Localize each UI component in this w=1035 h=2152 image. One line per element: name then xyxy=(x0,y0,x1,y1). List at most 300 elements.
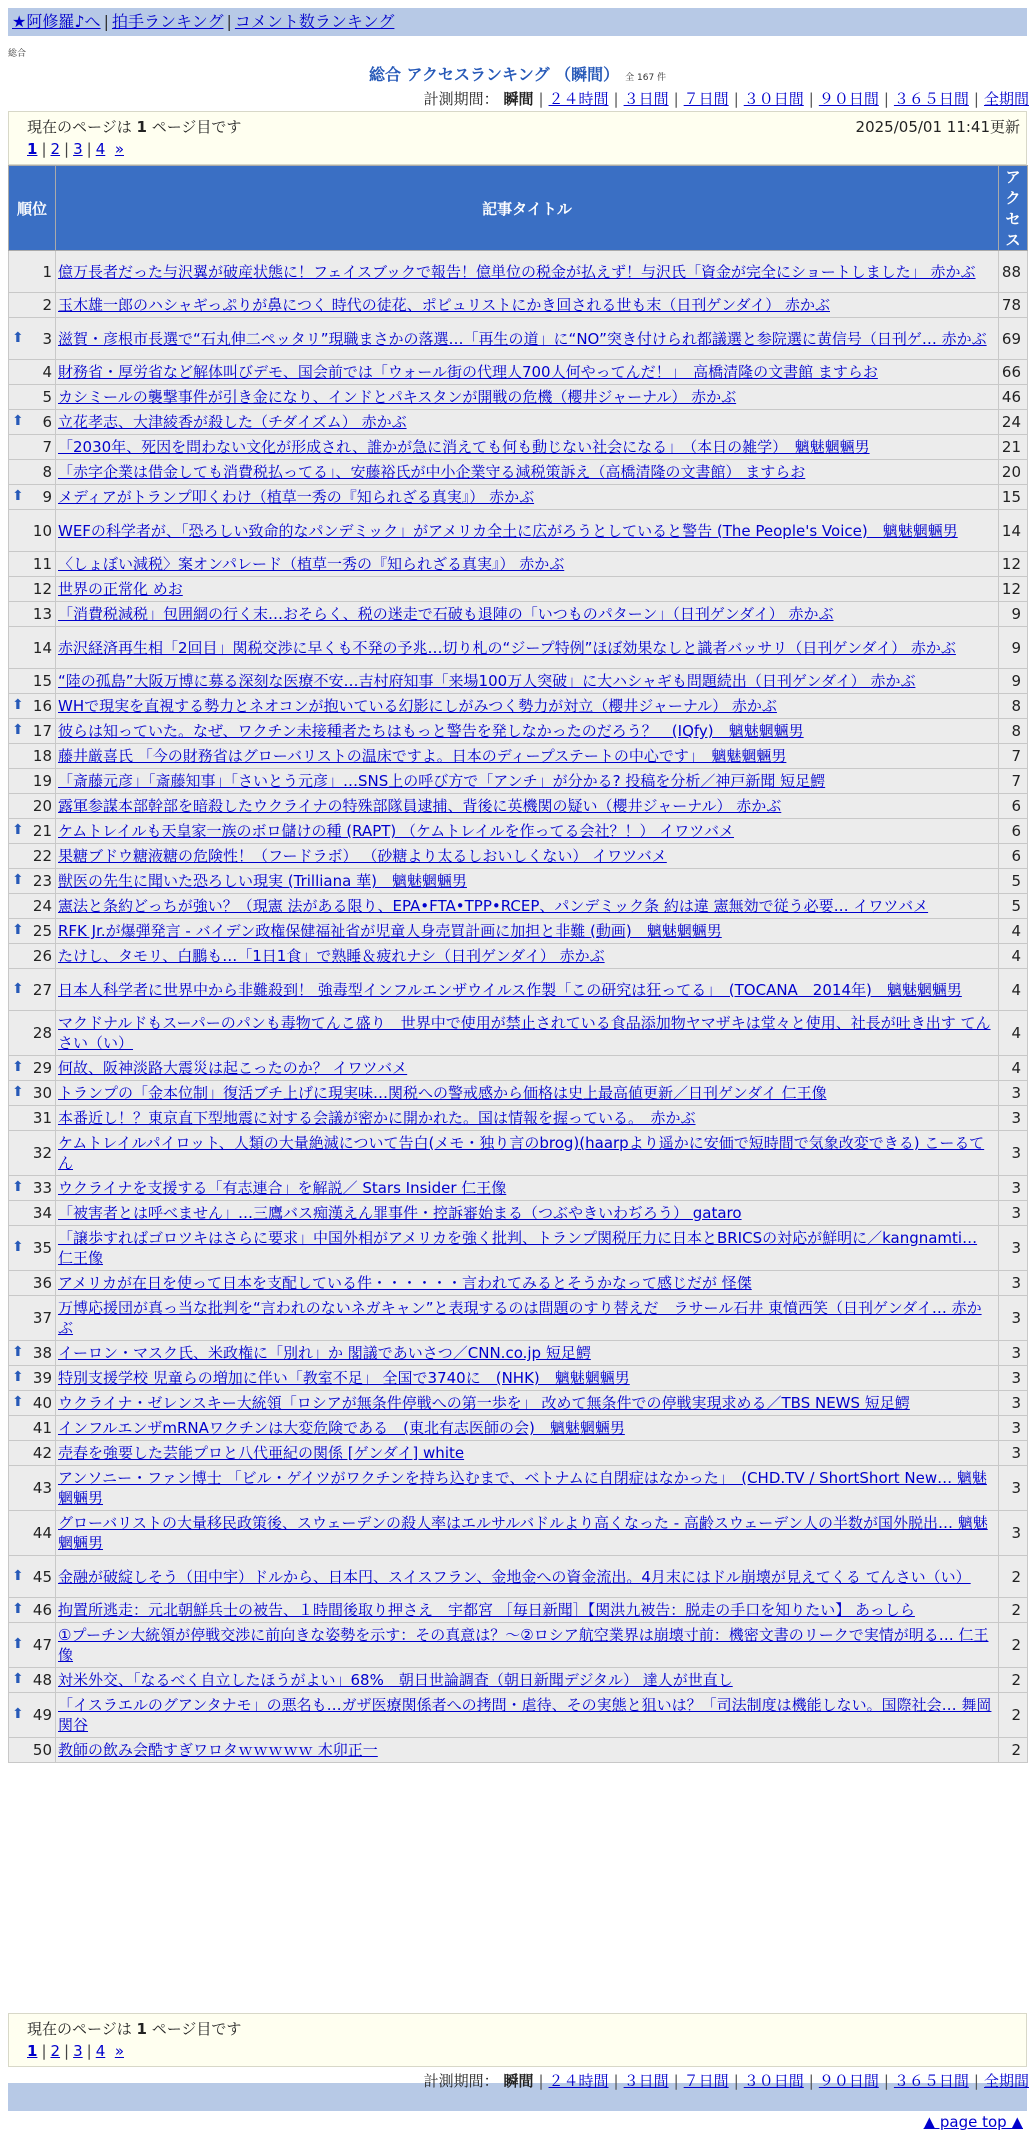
rank-number: 27 xyxy=(32,980,52,999)
rank-number: 31 xyxy=(32,1109,52,1127)
access-count: 9 xyxy=(999,602,1028,627)
access-count: 3 xyxy=(999,1081,1028,1106)
rank-up-arrow-icon: ⬆ xyxy=(12,697,24,713)
rank-cell xyxy=(9,1511,56,1556)
title-cell xyxy=(56,669,999,694)
rank-cell xyxy=(9,1296,56,1341)
table-row xyxy=(9,1271,1028,1296)
access-count: 69 xyxy=(999,318,1028,360)
title-cell xyxy=(56,769,999,794)
rank-cell xyxy=(9,251,56,293)
access-count: 6 xyxy=(999,819,1028,844)
top-nav-bar xyxy=(8,8,1027,36)
period-all-link[interactable]: 全期間 xyxy=(983,2072,1029,2090)
rank-number: 44 xyxy=(32,1524,52,1542)
article-title-link[interactable]: 立花孝志、大津綾香が殺した（チダイズム） 赤かぶ xyxy=(58,413,407,431)
pagination-top: 1 | 2 | 3 | 4 » xyxy=(27,140,124,158)
table-row xyxy=(9,1081,1028,1106)
article-title-link[interactable]: 金融が破綻しそう（田中宇）ドルから、日本円、スイスフラン、金地金への資金流出。4月末にはドル崩壊が見えてくる てんさい（い） xyxy=(58,1567,971,1586)
article-title-link[interactable]: カシミールの襲撃事件が引き金になり、インドとパキスタンが開戦の危機（櫻井ジャーナル） 赤かぶ xyxy=(58,388,737,406)
table-row xyxy=(9,669,1028,694)
table-row xyxy=(9,1366,1028,1391)
rank-up-arrow-icon: ⬆ xyxy=(12,922,24,938)
table-row xyxy=(9,844,1028,869)
table-row xyxy=(9,1056,1028,1081)
title-cell xyxy=(56,844,999,869)
title-cell xyxy=(56,1668,999,1693)
rank-number: 43 xyxy=(32,1479,52,1497)
period-7d-link[interactable]: ７日間 xyxy=(683,2072,729,2090)
period-label: 計測期間： xyxy=(423,2072,499,2090)
access-count: 2 xyxy=(999,1598,1028,1623)
article-title-link[interactable]: 「消費税減税」包囲網の行く末…おそらく、税の迷走で石破も退陣の「いつものパターン」（日刊ゲンダイ） 赤かぶ xyxy=(58,605,834,623)
title-cell xyxy=(56,1341,999,1366)
title-cell xyxy=(56,1466,999,1511)
table-row xyxy=(9,744,1028,769)
rank-cell xyxy=(9,1391,56,1416)
article-title-link[interactable]: 藤井厳喜氏 「今の財務省はグローバリストの温床ですよ。日本のディープステートの中心です」 魑魅魍魎男 xyxy=(58,747,787,765)
article-title-link[interactable]: 玉木雄一郎のハシャギっぷりが鼻につく 時代の徒花、ポピュリストにかき回される世も末（日刊ゲンダイ） 赤かぶ xyxy=(58,296,830,314)
rank-cell xyxy=(9,744,56,769)
updated-timestamp: 2025/05/01 11:41更新 xyxy=(855,118,1020,136)
rank-cell xyxy=(9,485,56,510)
table-row xyxy=(9,819,1028,844)
table-row xyxy=(9,577,1028,602)
title-cell xyxy=(56,1271,999,1296)
rank-cell xyxy=(9,1056,56,1081)
article-title-link[interactable]: 万博応援団が真っ当な批判を“言われのないネガキャン”と表現するのは問題のすり替えだ ラサール石井 東憤西笑（日刊ゲンダイ… 赤かぶ xyxy=(58,1299,982,1337)
access-count: 3 xyxy=(999,1366,1028,1391)
rank-cell xyxy=(9,769,56,794)
rank-cell xyxy=(9,1441,56,1466)
page-link-4[interactable]: 4 xyxy=(95,2042,106,2060)
rank-cell xyxy=(9,510,56,552)
ranking-table-body xyxy=(9,251,1028,1763)
period-selector-top: 計測期間： 瞬間 | ２４時間 | ３日間 | ７日間 | ３０日間 | ９０日間 | ３６５日間 | 全期間 xyxy=(423,90,1029,108)
table-row xyxy=(9,1201,1028,1226)
access-count: 2 xyxy=(999,1556,1028,1598)
article-title-link[interactable]: 〈しょぼい減税〉案オンパレード（植草一秀の『知られざる真実』） 赤かぶ xyxy=(58,555,565,573)
article-title-link[interactable]: 憲法と条約どっちが強い？（現憲 法がある限り、EPA•FTA•TPP•RCEP、パンデミック条 約は違 憲無効で従う必要… イワツバメ xyxy=(58,897,929,915)
table-row xyxy=(9,293,1028,318)
period-all-link[interactable]: 全期間 xyxy=(983,90,1029,108)
article-title-link[interactable]: イーロン・マスク氏、米政権に「別れ」か 閣議であいさつ／CNN.co.jp 短足鰐 xyxy=(58,1344,591,1362)
rank-up-arrow-icon: ⬆ xyxy=(12,1344,24,1360)
table-row xyxy=(9,1598,1028,1623)
access-count: 20 xyxy=(999,460,1028,485)
article-title-link[interactable]: アメリカが在日を使って日本を支配している件・・・・・・言われてみるとそうかなって感じだが 怪傑 xyxy=(58,1274,752,1292)
rank-cell xyxy=(9,1668,56,1693)
period-365d-link[interactable]: ３６５日間 xyxy=(893,90,969,108)
rank-cell xyxy=(9,552,56,577)
article-title-link[interactable]: ケムトレイルパイロット、人類の大量絶滅について告白(メモ・独り言のbrog)(haarpより遥かに安価で短時間で気象改変できる) こーるてん xyxy=(58,1134,985,1172)
table-row xyxy=(9,1106,1028,1131)
article-title-link[interactable]: 「2030年、死因を問わない文化が形成され、誰かが急に消えても何も動じない社会になる」 （本日の雑学） 魑魅魍魎男 xyxy=(58,438,870,456)
title-cell xyxy=(56,602,999,627)
article-title-link[interactable]: 売春を強要した芸能プロと八代亜紀の関係 [ゲンダイ] white xyxy=(58,1444,465,1462)
access-count: 4 xyxy=(999,944,1028,969)
article-title-link[interactable]: トランプの「金本位制」復活ブチ上げに現実味…関税への警戒感から価格は史上最高値更新／日刊ゲンダイ 仁王像 xyxy=(58,1084,827,1102)
rank-number: 41 xyxy=(32,1419,52,1437)
access-count: 5 xyxy=(999,894,1028,919)
rank-number: 48 xyxy=(32,1671,52,1689)
rank-cell xyxy=(9,360,56,385)
article-title-link[interactable]: 特別支援学校 児童らの増加に伴い「教室不足」 全国で3740に (NHK) 魑魅魍魎男 xyxy=(58,1369,630,1387)
rank-cell xyxy=(9,410,56,435)
table-row xyxy=(9,1176,1028,1201)
article-title-link[interactable]: ウクライナを支援する「有志連合」を解説／ Stars Insider 仁王像 xyxy=(58,1179,507,1197)
table-row xyxy=(9,627,1028,669)
page-top-link[interactable]: ▲ page top ▲ xyxy=(923,2113,1023,2131)
period-90d-link[interactable]: ９０日間 xyxy=(818,2072,879,2090)
rank-up-arrow-icon: ⬆ xyxy=(12,1179,24,1195)
article-title-link[interactable]: ①プーチン大統領が停戦交渉に前向きな姿勢を示す：その真意は？〜②ロシア航空業界は崩壊寸前：機密文書のリークで実情が明る… 仁王像 xyxy=(58,1626,989,1664)
article-title-link[interactable]: インフルエンザmRNAワクチンは大変危険である (東北有志医師の会) 魑魅魍魎男 xyxy=(58,1419,625,1437)
access-count: 8 xyxy=(999,719,1028,744)
page-link-3[interactable]: 3 xyxy=(73,140,83,158)
access-count: 8 xyxy=(999,694,1028,719)
article-title-link[interactable]: 何故、阪神淡路大震災は起こったのか？ イワツバメ xyxy=(58,1059,408,1077)
article-title-link[interactable]: 本番近し！？東京直下型地震に対する会議が密かに開かれた。国は情報を握っている。 赤かぶ xyxy=(58,1109,696,1127)
article-title-link[interactable]: ケムトレイルも天皇家一族のボロ儲けの種 (RAPT) （ケムトレイルを作ってる会社？！） イワツバメ xyxy=(58,822,734,840)
table-row xyxy=(9,1556,1028,1598)
access-count: 3 xyxy=(999,1341,1028,1366)
title-cell xyxy=(56,1011,999,1056)
title-cell xyxy=(56,719,999,744)
rank-number: 8 xyxy=(42,463,52,481)
access-count: 46 xyxy=(999,385,1028,410)
rank-cell xyxy=(9,894,56,919)
article-title-link[interactable]: メディアがトランプ叩くわけ（植草一秀の『知られざる真実』） 赤かぶ xyxy=(58,488,535,506)
table-row xyxy=(9,969,1028,1011)
rank-up-arrow-icon: ⬆ xyxy=(12,1084,24,1100)
table-row xyxy=(9,769,1028,794)
title-cell xyxy=(56,251,999,293)
nav-separator: | xyxy=(226,12,232,31)
rank-cell xyxy=(9,844,56,869)
ranking-table xyxy=(8,165,1028,1763)
title-cell xyxy=(56,360,999,385)
article-title-link[interactable]: グローバリストの大量移民政策後、スウェーデンの殺人率はエルサルバドルより高くなった - 高齢スウェーデン人の半数が国外脱出… 魑魅魍魎男 xyxy=(58,1514,988,1552)
article-title-link[interactable]: 「イスラエルのグアンタナモ」の悪名も…ガザ医療関係者への拷問・虐待、その実態と狙いは？「司法制度は機能しない。国際社会… 舞岡関谷 xyxy=(58,1696,992,1734)
rank-cell xyxy=(9,869,56,894)
access-count: 4 xyxy=(999,1011,1028,1056)
article-title-link[interactable]: 拘置所逃走：元北朝鮮兵士の被告、１時間後取り押さえ 宇都宮 ［毎日新聞］【関洪九被告：脱走の手口を知りたい】 あっしら xyxy=(58,1601,915,1619)
page-link-1[interactable]: 1 xyxy=(27,140,38,158)
access-count: 2 xyxy=(999,1623,1028,1668)
nav-separator: | xyxy=(103,12,109,31)
title-cell xyxy=(56,485,999,510)
rank-number: 47 xyxy=(32,1636,52,1654)
rank-cell xyxy=(9,1693,56,1738)
article-title-link[interactable]: マクドナルドもスーパーのパンも毒物てんこ盛り 世界中で使用が禁止されている食品添加物ヤマザキは堂々と使用、社長が吐き出す てんさい（い） xyxy=(58,1014,991,1052)
table-row xyxy=(9,460,1028,485)
title-cell xyxy=(56,435,999,460)
access-count: 5 xyxy=(999,869,1028,894)
table-row xyxy=(9,1668,1028,1693)
access-count: 24 xyxy=(999,410,1028,435)
title-cell xyxy=(56,510,999,552)
period-current: 瞬間 xyxy=(503,2072,534,2090)
rank-number: 38 xyxy=(32,1344,52,1362)
table-row xyxy=(9,1131,1028,1176)
ranking-count: 全 167 件 xyxy=(625,73,667,83)
rank-cell xyxy=(9,318,56,360)
title-cell xyxy=(56,460,999,485)
rank-number: 14 xyxy=(32,638,52,657)
current-page-text: 現在のページは 1 ページ目です xyxy=(27,118,242,136)
rank-cell xyxy=(9,1081,56,1106)
rank-number: 10 xyxy=(32,521,52,540)
rank-cell xyxy=(9,293,56,318)
rank-number: 49 xyxy=(32,1706,52,1724)
table-row xyxy=(9,869,1028,894)
article-title-link[interactable]: 獣医の先生に聞いた恐ろしい現実 (Trilliana 華) 魑魅魍魎男 xyxy=(58,872,467,890)
article-title-link[interactable]: 滋賀・彦根市長選で“石丸伸二ペッタリ”現職まさかの落選…「再生の道」に“NO”突き付けられ都議選と参院選に黄信号（日刊ゲ… 赤かぶ xyxy=(58,329,987,348)
access-count: 15 xyxy=(999,485,1028,510)
rank-number: 15 xyxy=(32,672,52,690)
table-row xyxy=(9,694,1028,719)
rank-cell xyxy=(9,919,56,944)
header-count: アクセス xyxy=(999,166,1028,251)
next-page-link[interactable]: » xyxy=(114,140,124,158)
paging-box-top xyxy=(8,111,1027,165)
article-title-link[interactable]: RFK Jr.が爆弾発言 - バイデン政権保健福祉省が児童人身売買計画に加担と非難 (動画) 魑魅魍魎男 xyxy=(58,922,722,940)
rank-number: 12 xyxy=(32,580,52,598)
current-page-text-bottom: 現在のページは 1 ページ目です xyxy=(27,2020,242,2038)
page-link-4[interactable]: 4 xyxy=(95,140,106,158)
article-title-link[interactable]: ウクライナ・ゼレンスキー大統領「ロシアが無条件停戦への第一歩を」 改めて無条件での停戦実現求める／TBS NEWS 短足鰐 xyxy=(58,1394,910,1412)
rank-number: 34 xyxy=(32,1204,52,1222)
period-3d-link[interactable]: ３日間 xyxy=(623,90,669,108)
article-title-link[interactable]: 赤沢経済再生相「2回目」関税交渉に早くも不発の予兆…切り札の“ジープ特例”ほぼ効果なしと識者バッサリ（日刊ゲンダイ） 赤かぶ xyxy=(58,638,956,657)
paging-box-bottom xyxy=(8,2013,1027,2067)
article-title-link[interactable]: 彼らは知っていた。なぜ、ワクチン未接種者たちはもっと警告を発しなかったのだろう？ (IQfy) 魑魅魍魎男 xyxy=(58,722,804,740)
article-title-link[interactable]: 日本人科学者に世界中から非難殺到！ 強毒型インフルエンザウイルス作製「この研究は狂ってる」 (TOCANA 2014年) 魑魅魍魎男 xyxy=(58,980,962,999)
ranking-title: 総合 アクセスランキング （瞬間） xyxy=(368,65,620,84)
table-row xyxy=(9,894,1028,919)
period-30d-link[interactable]: ３０日間 xyxy=(743,2072,804,2090)
rank-up-arrow-icon: ⬆ xyxy=(12,822,24,838)
table-row xyxy=(9,1693,1028,1738)
article-title-link[interactable]: 露軍参謀本部幹部を暗殺したウクライナの特殊部隊員逮捕、背後に英機関の疑い（櫻井ジャーナル） 赤かぶ xyxy=(58,797,782,815)
rank-number: 3 xyxy=(42,329,52,348)
access-count: 2 xyxy=(999,1668,1028,1693)
article-title-link[interactable]: 教師の飲み会酷すぎワロタｗｗｗｗｗ 木卯正一 xyxy=(58,1741,378,1759)
title-cell xyxy=(56,385,999,410)
period-7d-link[interactable]: ７日間 xyxy=(683,90,729,108)
title-cell xyxy=(56,1511,999,1556)
rank-cell xyxy=(9,944,56,969)
article-title-link[interactable]: アンソニー・ファン博士 「ビル・ゲイツがワクチンを持ち込むまで、ベトナムに自閉症はなかった」 (CHD.TV / ShortShort New… 魑魅魍魎男 xyxy=(58,1469,987,1507)
rank-cell xyxy=(9,969,56,1011)
rank-number: 20 xyxy=(32,797,52,815)
page-link-1[interactable]: 1 xyxy=(27,2042,38,2060)
rank-number: 42 xyxy=(32,1444,52,1462)
rank-cell xyxy=(9,1466,56,1511)
title-cell xyxy=(56,1391,999,1416)
article-title-link[interactable]: たけし、タモリ、白鵬も…「1日1食」で熟睡＆疲れナシ（日刊ゲンダイ） 赤かぶ xyxy=(58,947,605,965)
article-title-link[interactable]: 「譲歩すればゴロツキはさらに要求」中国外相がアメリカを強く批判、トランプ関税圧力に日本とBRICSの対応が鮮明に／kangnamti… 仁王像 xyxy=(58,1229,978,1267)
rank-number: 32 xyxy=(32,1144,52,1162)
title-cell xyxy=(56,1296,999,1341)
rank-cell xyxy=(9,385,56,410)
rank-number: 45 xyxy=(32,1567,52,1586)
rank-number: 36 xyxy=(32,1274,52,1292)
access-count: 2 xyxy=(999,1693,1028,1738)
access-count: 4 xyxy=(999,919,1028,944)
rank-number: 19 xyxy=(32,772,52,790)
rank-number: 11 xyxy=(32,555,52,573)
table-row xyxy=(9,1341,1028,1366)
access-count: 21 xyxy=(999,435,1028,460)
access-count: 3 xyxy=(999,1201,1028,1226)
access-count: 6 xyxy=(999,794,1028,819)
article-title-link[interactable]: WEFの科学者が、「恐ろしい致命的なパンデミック」がアメリカ全土に広がろうとしていると警告 (The People's Voice) 魑魅魍魎男 xyxy=(58,521,958,540)
title-cell xyxy=(56,1693,999,1738)
title-cell xyxy=(56,1738,999,1763)
access-count: 3 xyxy=(999,1296,1028,1341)
nav-asyura-home-link[interactable]: ★阿修羅♪へ xyxy=(12,12,101,31)
table-row xyxy=(9,385,1028,410)
rank-cell xyxy=(9,1341,56,1366)
title-cell xyxy=(56,1226,999,1271)
rank-number: 26 xyxy=(32,947,52,965)
period-30d-link[interactable]: ３０日間 xyxy=(743,90,804,108)
rank-cell xyxy=(9,1366,56,1391)
access-count: 3 xyxy=(999,1226,1028,1271)
title-cell xyxy=(56,969,999,1011)
next-page-link[interactable]: » xyxy=(114,2042,124,2060)
rank-cell xyxy=(9,1556,56,1598)
rank-up-arrow-icon: ⬆ xyxy=(12,1601,24,1617)
rank-up-arrow-icon: ⬆ xyxy=(12,1636,24,1652)
rank-number: 22 xyxy=(32,847,52,865)
article-title-link[interactable]: WHで現実を直視する勢力とネオコンが抱いている幻影にしがみつく勢力が対立（櫻井ジャーナル） 赤かぶ xyxy=(58,697,777,715)
rank-number: 6 xyxy=(42,413,52,431)
title-cell xyxy=(56,627,999,669)
rank-number: 9 xyxy=(42,488,52,506)
rank-number: 37 xyxy=(32,1309,52,1327)
article-title-link[interactable]: 「赤字企業は借金しても消費税払ってる」、安藤裕氏が中小企業守る減税策訴え（高橋清隆の文書館） ますらお xyxy=(58,463,806,481)
nav-comment-ranking-link[interactable]: コメント数ランキング xyxy=(234,12,395,31)
table-row xyxy=(9,944,1028,969)
title-cell xyxy=(56,1598,999,1623)
period-365d-link[interactable]: ３６５日間 xyxy=(893,2072,969,2090)
period-24h-link[interactable]: ２４時間 xyxy=(548,90,609,108)
pagination-bottom: 1 | 2 | 3 | 4 » xyxy=(27,2042,124,2060)
title-cell xyxy=(56,318,999,360)
title-cell xyxy=(56,1106,999,1131)
table-row xyxy=(9,1623,1028,1668)
access-count: 4 xyxy=(999,1056,1028,1081)
article-title-link[interactable]: 世界の正常化 めお xyxy=(58,580,183,598)
article-title-link[interactable]: 「被害者とは呼べません」…三鷹バス痴漢えん罪事件・控訴審始まる（つぶやきいわぢろう） gataro xyxy=(58,1204,742,1222)
article-title-link[interactable]: 財務省・厚労省など解体叫びデモ、国会前では「ウォール街の代理人700人何やってんだ！」 高橋清隆の文書館 ますらお xyxy=(58,363,878,381)
rank-up-arrow-icon: ⬆ xyxy=(12,722,24,738)
rank-cell xyxy=(9,694,56,719)
period-3d-link[interactable]: ３日間 xyxy=(623,2072,669,2090)
title-cell xyxy=(56,410,999,435)
access-count: 12 xyxy=(999,577,1028,602)
rank-number: 4 xyxy=(42,363,52,381)
title-cell xyxy=(56,1416,999,1441)
table-row xyxy=(9,719,1028,744)
rank-up-arrow-icon: ⬆ xyxy=(12,1394,24,1410)
rank-up-arrow-icon: ⬆ xyxy=(12,980,24,997)
page-link-2[interactable]: 2 xyxy=(50,140,61,158)
table-row xyxy=(9,552,1028,577)
access-count: 9 xyxy=(999,627,1028,669)
rank-cell xyxy=(9,577,56,602)
rank-number: 25 xyxy=(32,922,52,940)
article-title-link[interactable]: 「斎藤元彦」「斎藤知事」「さいとう元彦」…SNS上の呼び方で「アンチ」が分かる? 投稿を分析／神戸新聞 短足鰐 xyxy=(58,772,826,790)
rank-cell xyxy=(9,1598,56,1623)
article-title-link[interactable]: 果糖ブドウ糖液糖の危険性！（フードラボ） （砂糖より太るしおいしくない） イワツバメ xyxy=(58,847,667,865)
rank-up-arrow-icon: ⬆ xyxy=(12,872,24,888)
article-title-link[interactable]: 対米外交、「なるべく自立したほうがよい」68% 朝日世論調査（朝日新聞デジタル） 達人が世直し xyxy=(58,1671,733,1689)
title-cell xyxy=(56,944,999,969)
period-current: 瞬間 xyxy=(503,90,534,108)
period-label: 計測期間： xyxy=(423,90,499,108)
access-count: 78 xyxy=(999,293,1028,318)
header-title: 記事タイトル xyxy=(56,166,999,251)
access-count: 88 xyxy=(999,251,1028,293)
title-cell xyxy=(56,293,999,318)
title-cell xyxy=(56,794,999,819)
table-row xyxy=(9,318,1028,360)
rank-up-arrow-icon: ⬆ xyxy=(12,488,24,504)
access-count: 3 xyxy=(999,1441,1028,1466)
title-cell xyxy=(56,869,999,894)
table-row xyxy=(9,1466,1028,1511)
rank-up-arrow-icon: ⬆ xyxy=(12,1239,24,1255)
rank-number: 39 xyxy=(32,1369,52,1387)
rank-cell xyxy=(9,819,56,844)
page-link-3[interactable]: 3 xyxy=(73,2042,83,2060)
table-row xyxy=(9,1011,1028,1056)
period-selector-bottom: 計測期間： 瞬間 | ２４時間 | ３日間 | ７日間 | ３０日間 | ９０日間 | ３６５日間 | 全期間 xyxy=(423,2072,1029,2090)
rank-number: 2 xyxy=(42,296,52,314)
period-90d-link[interactable]: ９０日間 xyxy=(818,90,879,108)
access-count: 3 xyxy=(999,1511,1028,1556)
rank-number: 16 xyxy=(32,697,52,715)
header-rank: 順位 xyxy=(9,166,56,251)
rank-cell xyxy=(9,794,56,819)
rank-number: 17 xyxy=(32,722,52,740)
rank-cell xyxy=(9,1226,56,1271)
rank-cell xyxy=(9,1176,56,1201)
title-cell xyxy=(56,1366,999,1391)
rank-cell xyxy=(9,435,56,460)
access-count: 66 xyxy=(999,360,1028,385)
page-link-2[interactable]: 2 xyxy=(50,2042,61,2060)
article-title-link[interactable]: 億万長者だった与沢翼が破産状態に！フェイスブックで報告！億単位の税金が払えず！与沢氏「資金が完全にショートしました」 赤かぶ xyxy=(58,262,976,281)
rank-cell xyxy=(9,627,56,669)
access-count: 9 xyxy=(999,669,1028,694)
access-count: 3 xyxy=(999,1176,1028,1201)
rank-number: 46 xyxy=(32,1601,52,1619)
article-title-link[interactable]: “陸の孤島”大阪万博に募る深刻な医療不安…吉村府知事「来場100万人突破」に大ハシャギも問題続出（日刊ゲンダイ） 赤かぶ xyxy=(58,672,916,690)
rank-number: 13 xyxy=(32,605,52,623)
rank-up-arrow-icon: ⬆ xyxy=(12,1567,24,1584)
rank-number: 21 xyxy=(32,822,52,840)
rank-cell xyxy=(9,1106,56,1131)
nav-applause-ranking-link[interactable]: 拍手ランキング xyxy=(111,12,224,31)
title-cell xyxy=(56,694,999,719)
period-24h-link[interactable]: ２４時間 xyxy=(548,2072,609,2090)
title-cell xyxy=(56,1176,999,1201)
